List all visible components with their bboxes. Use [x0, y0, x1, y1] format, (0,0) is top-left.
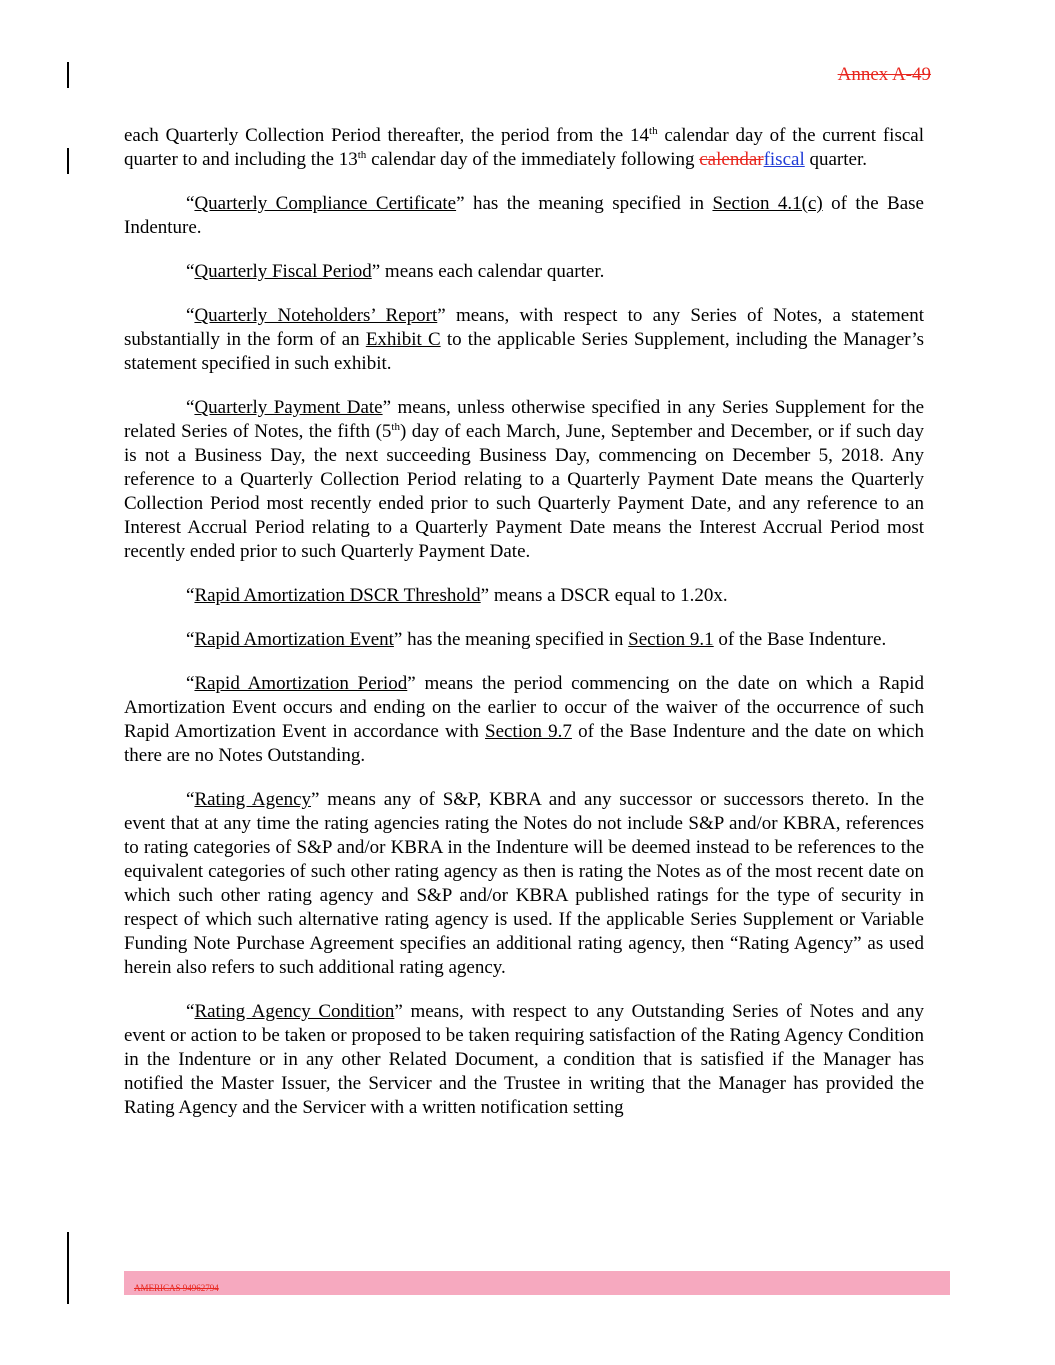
- definition-quarterly-compliance-certificate: “Quarterly Compliance Certificate” has the meaning specified in Section 4.1(c) of the Base Indenture.: [124, 193, 924, 238]
- defined-term: Quarterly Noteholders’ Report: [194, 305, 438, 326]
- definition-quarterly-payment-date: “Quarterly Payment Date” means, unless otherwise specified in any Series Supplement for the related Series of Notes, the fifth (5th) day of each March, June, September and December, or if such day is not a Business Day, the next succeeding Business Day, commencing on December 5, 2018. Any reference to a Quarterly Collection Period relating to a Quarterly Payment Date means the Quarterly Collection Period most recently ended prior to such Quarterly Payment Date, and any reference to an Interest Accrual Period relating to a Quarterly Payment Date means the Interest Accrual Period most recently ended prior to such Quarterly Payment Date.: [124, 397, 925, 562]
- defined-term: Quarterly Compliance Certificate: [194, 193, 457, 214]
- document-id: AMERICAS 94962794: [134, 1283, 219, 1293]
- definition-rating-agency-condition: “Rating Agency Condition” means, with respect to any Outstanding Series of Notes and any event or action to be taken or proposed to be taken requiring satisfaction of the Rating Agency Condition in the Indenture or in any other Related Document, a condition that is satisfied if the Manager has notified the Master Issuer, the Servicer and the Trustee in writing that the Manager has provided the Rating Agency and the Servicer with a written notification setting: [124, 1001, 924, 1118]
- defined-term: Quarterly Fiscal Period: [194, 261, 372, 282]
- annex-page-label: Annex A-49: [837, 64, 931, 85]
- defined-term: Rapid Amortization DSCR Threshold: [194, 585, 481, 606]
- definition-quarterly-noteholders-report: “Quarterly Noteholders’ Report” means, with respect to any Series of Notes, a statement substantially in the form of an Exhibit C to the applicable Series Supplement, including the Manager’s statement specified in such exhibit.: [124, 305, 925, 374]
- defined-term: Rating Agency Condition: [194, 1001, 395, 1022]
- definition-rapid-amortization-period: “Rapid Amortization Period” means the period commencing on the date on which a Rapid Amortization Event occurs and ending on the earlier to occur of the waiver of the occurrence of such Rapid Amortization Event in accordance with Section 9.7 of the Base Indenture and the date on which there are no Notes Outstanding.: [124, 673, 924, 766]
- paragraph-continuation: each Quarterly Collection Period thereafter, the period from the 14th calendar day of the current fiscal quarter to and including the 13th calendar day of the immediately following calendarfiscal quarter.: [124, 125, 924, 170]
- definition-rapid-amortization-event: “Rapid Amortization Event” has the meaning specified in Section 9.1 of the Base Indenture.: [186, 629, 887, 650]
- document-body: [124, 124, 924, 1140]
- change-bar-paragraph: [67, 148, 69, 174]
- definition-rapid-amortization-dscr-threshold: “Rapid Amortization DSCR Threshold” means a DSCR equal to 1.20x.: [186, 585, 728, 606]
- deleted-text: calendar: [699, 149, 764, 170]
- definition-quarterly-fiscal-period: “Quarterly Fiscal Period” means each calendar quarter.: [186, 261, 605, 282]
- exhibit-reference: Exhibit C: [365, 329, 441, 350]
- defined-term: Rapid Amortization Event: [194, 629, 394, 650]
- inserted-text: fiscal: [763, 149, 805, 170]
- section-reference: Section 4.1(c): [712, 193, 823, 214]
- change-bar-footer: [67, 1232, 69, 1304]
- definition-rating-agency: “Rating Agency” means any of S&P, KBRA and any successor or successors thereto. In the event that at any time the rating agencies rating the Notes do not include S&P and/or KBRA, references to rating categories of S&P and/or KBRA in the Indenture will be deemed instead to be references to the equivalent categories of such other rating agency as then is rating the Notes as of the most recent date on which such other rating agency and S&P and/or KBRA published ratings for the type of security in respect of which such alternative rating agency is used. If the applicable Series Supplement or Variable Funding Note Purchase Agreement specifies an additional rating agency, then “Rating Agency” as used herein also refers to such additional rating agency.: [124, 789, 925, 978]
- section-reference: Section 9.1: [628, 629, 714, 650]
- change-bar-header: [67, 62, 69, 88]
- section-reference: Section 9.7: [485, 721, 572, 742]
- defined-term: Rapid Amortization Period: [194, 673, 408, 694]
- footer-band: [124, 1271, 950, 1295]
- defined-term: Rating Agency: [194, 789, 312, 810]
- defined-term: Quarterly Payment Date: [194, 397, 383, 418]
